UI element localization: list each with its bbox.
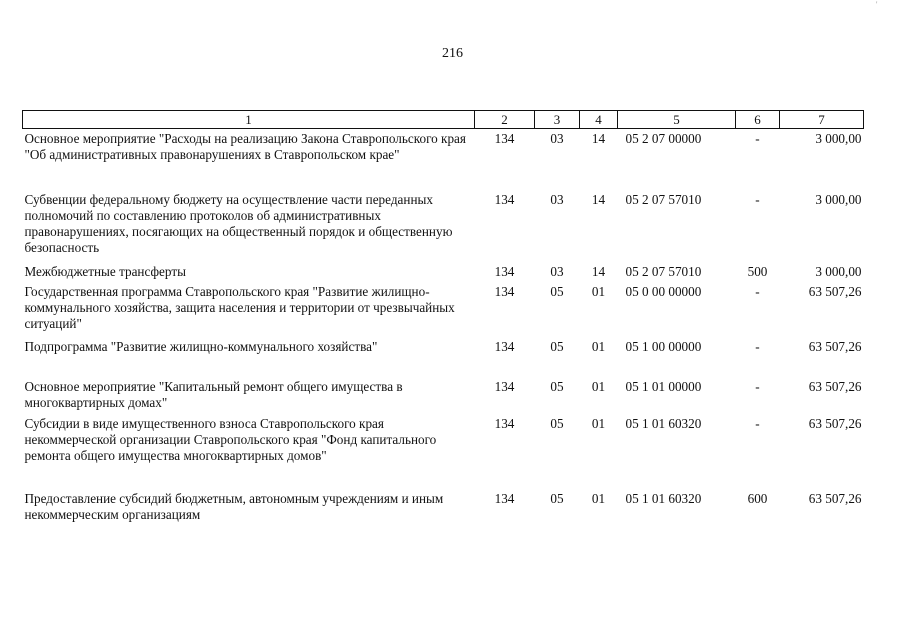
header-row [23,111,864,129]
table-row [23,190,864,262]
row-col-6: - [755,338,760,354]
table-row [23,377,864,414]
row-col-7: 63 507,26 [808,338,862,354]
table-header [23,111,864,129]
row-col-6: - [755,415,760,431]
row-col-2: 134 [494,263,515,279]
row-col-4: 01 [591,338,606,354]
row-col-2: 134 [494,490,515,506]
table-row [23,337,864,377]
row-col-7: 63 507,26 [808,378,862,394]
row-col-3: 03 [550,131,564,146]
row-col-5: 05 2 07 57010 [625,191,702,207]
row-col-2: 134 [494,283,515,299]
row-col-4: 01 [591,415,606,431]
header-cell-6: 6 [736,111,780,129]
row-col-4: 14 [591,191,606,207]
row-col-4: 14 [591,131,606,146]
corner-mark: ' [876,0,878,9]
row-name: Предоставление субсидий бюджетным, автономным учреждениям и иным некоммерческим организациям [24,490,444,522]
row-col-5: 05 2 07 57010 [625,263,702,279]
row-col-5: 05 1 00 00000 [625,338,702,354]
row-col-3: 05 [550,378,564,394]
row-name: Государственная программа Ставропольского края "Развитие жилищно-коммунального хозяйства, защита населения и территории от чрезвычайных ситуаций" [24,283,455,331]
row-col-7: 63 507,26 [808,490,862,506]
row-col-2: 134 [494,338,515,354]
row-col-7: 63 507,26 [808,283,862,299]
row-col-2: 134 [494,131,515,146]
row-name: Подпрограмма "Развитие жилищно-коммунального хозяйства" [24,338,378,354]
row-name: Основное мероприятие "Расходы на реализацию Закона Ставропольского края "Об административных правонарушениях в Ставропольском крае" [24,131,466,162]
row-name: Основное мероприятие "Капитальный ремонт общего имущества в многоквартирных домах" [24,378,403,410]
row-col-7: 63 507,26 [808,415,862,431]
table-body [23,129,864,529]
row-col-6: 600 [747,490,768,506]
row-col-2: 134 [494,415,515,431]
row-name: Субсидии в виде имущественного взноса Ставропольского края некоммерческой организации Ставропольского края "Фонд капитального ремонта общего имущества многоквартирных домов" [24,415,437,463]
row-col-6: 500 [747,263,768,279]
header-cell-2: 2 [475,111,535,129]
row-col-6: - [755,191,760,207]
row-name: Межбюджетные трансферты [24,263,186,279]
header-cell-7: 7 [780,111,864,129]
page-number: 216 [442,46,463,61]
table-row [23,129,864,190]
row-col-5: 05 1 01 00000 [625,378,702,394]
row-col-3: 03 [550,191,564,207]
row-col-5: 05 2 07 00000 [625,131,702,146]
row-col-3: 05 [550,283,564,299]
row-col-6: - [755,131,760,146]
row-col-7: 3 000,00 [815,131,862,146]
row-col-3: 05 [550,490,564,506]
row-col-2: 134 [494,378,515,394]
row-col-5: 05 1 01 60320 [625,415,702,431]
row-col-6: - [755,283,760,299]
budget-table [22,110,864,529]
row-col-4: 01 [591,490,606,506]
row-col-7: 3 000,00 [815,263,862,279]
header-cell-5: 5 [618,111,736,129]
row-col-5: 05 0 00 00000 [625,283,702,299]
row-col-3: 05 [550,415,564,431]
row-col-4: 14 [591,263,606,279]
table-row [23,282,864,337]
row-col-4: 01 [591,283,606,299]
row-col-2: 134 [494,191,515,207]
row-col-7: 3 000,00 [815,191,862,207]
table-row [23,489,864,529]
row-col-5: 05 1 01 60320 [625,490,702,506]
header-cell-4: 4 [580,111,618,129]
header-cell-1: 1 [23,111,475,129]
header-cell-3: 3 [535,111,580,129]
row-col-3: 05 [550,338,564,354]
row-col-6: - [755,378,760,394]
row-col-3: 03 [550,263,564,279]
row-col-4: 01 [591,378,606,394]
row-name: Субвенции федеральному бюджету на осуществление части переданных полномочий по составлению протоколов об административных правонарушениях, посягающих на общественный порядок и общественную безопасность [24,191,453,255]
table-row [23,414,864,489]
table-row [23,262,864,282]
